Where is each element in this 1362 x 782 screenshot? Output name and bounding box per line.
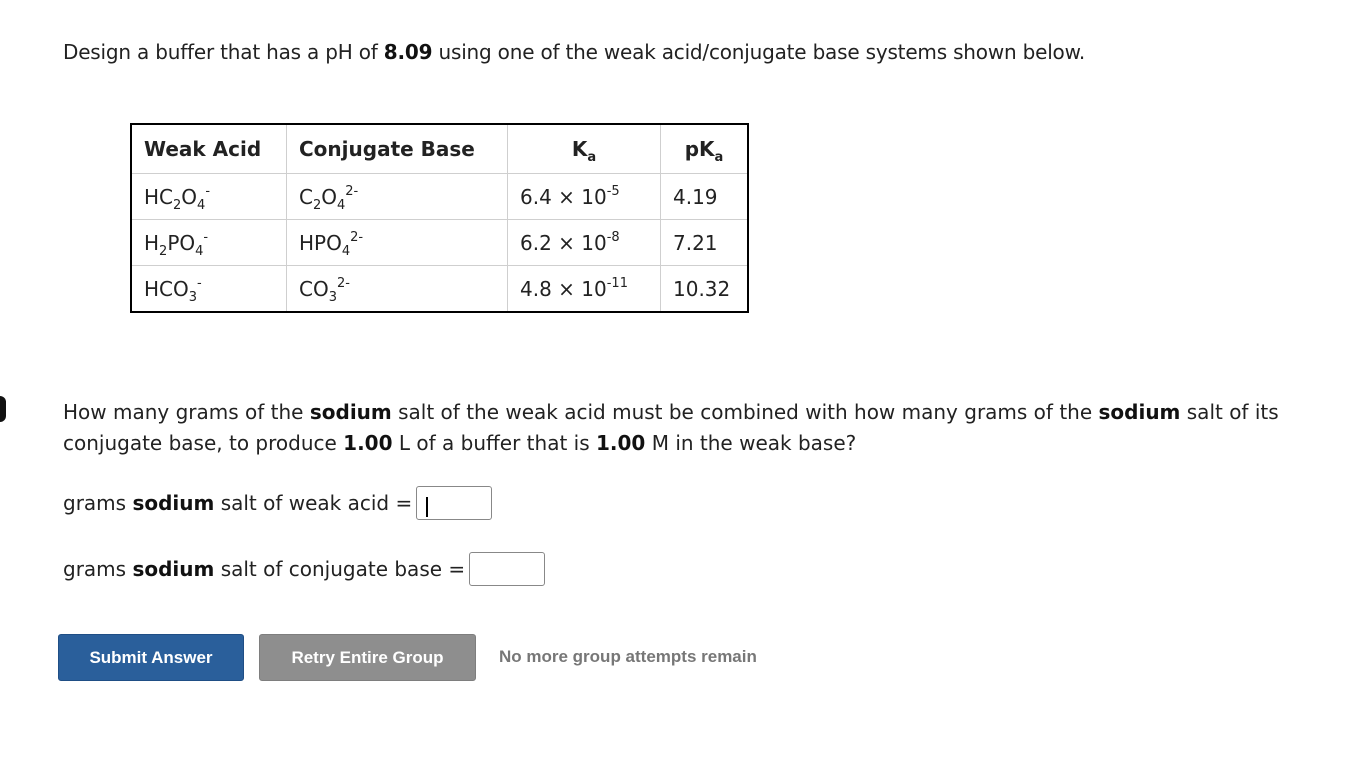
- table-row: [131, 174, 748, 220]
- base-salt-field-row: [63, 552, 545, 586]
- submit-answer-button[interactable]: Submit Answer: [58, 634, 244, 681]
- table-header-row: [131, 124, 748, 174]
- ka-value: $4.8 \times 10^{-11}$: [508, 266, 661, 313]
- edge-marker: [0, 396, 6, 422]
- pka-value: 4.19: [661, 174, 749, 220]
- target-ph: 8.09: [383, 40, 433, 64]
- weak-acid-formula: $H_2PO_4^-$: [131, 220, 287, 266]
- header-weak-acid: Weak Acid: [131, 124, 287, 174]
- table-row: [131, 220, 748, 266]
- acid-salt-label: grams sodium salt of weak acid =: [63, 491, 413, 515]
- text-cursor: [426, 497, 428, 517]
- conjugate-base-formula: $HPO_4^{2-}$: [287, 220, 508, 266]
- pka-value: 10.32: [661, 266, 749, 313]
- problem-intro: Design a buffer that has a pH of 8.09 using one of the weak acid/conjugate base systems shown below.: [63, 40, 1086, 64]
- header-conjugate-base: Conjugate Base: [287, 124, 508, 174]
- pka-value: 7.21: [661, 220, 749, 266]
- conjugate-base-formula: $CO_3^{2-}$: [287, 266, 508, 313]
- retry-entire-group-button[interactable]: Retry Entire Group: [259, 634, 476, 681]
- attempts-status: No more group attempts remain: [499, 647, 757, 666]
- header-ka: $K_a$: [508, 124, 661, 174]
- header-pka: $pK_a$: [661, 124, 749, 174]
- weak-acid-formula: $HC_2O_4^-$: [131, 174, 287, 220]
- table-row: [131, 266, 748, 313]
- ka-value: $6.4 \times 10^{-5}$: [508, 174, 661, 220]
- ka-value: $6.2 \times 10^{-8}$: [508, 220, 661, 266]
- base-salt-grams-input[interactable]: [469, 552, 545, 586]
- weak-acid-formula: $HCO_3^-$: [131, 266, 287, 313]
- base-salt-label: grams sodium salt of conjugate base =: [63, 557, 466, 581]
- acid-base-table: [130, 123, 749, 313]
- conjugate-base-formula: $C_2O_4^{2-}$: [287, 174, 508, 220]
- question-text: How many grams of the sodium salt of the weak acid must be combined with how many grams of the sodium salt of its conjugate base, to produce 1.00 L of a buffer that is 1.00 M in the weak base?: [63, 400, 1279, 455]
